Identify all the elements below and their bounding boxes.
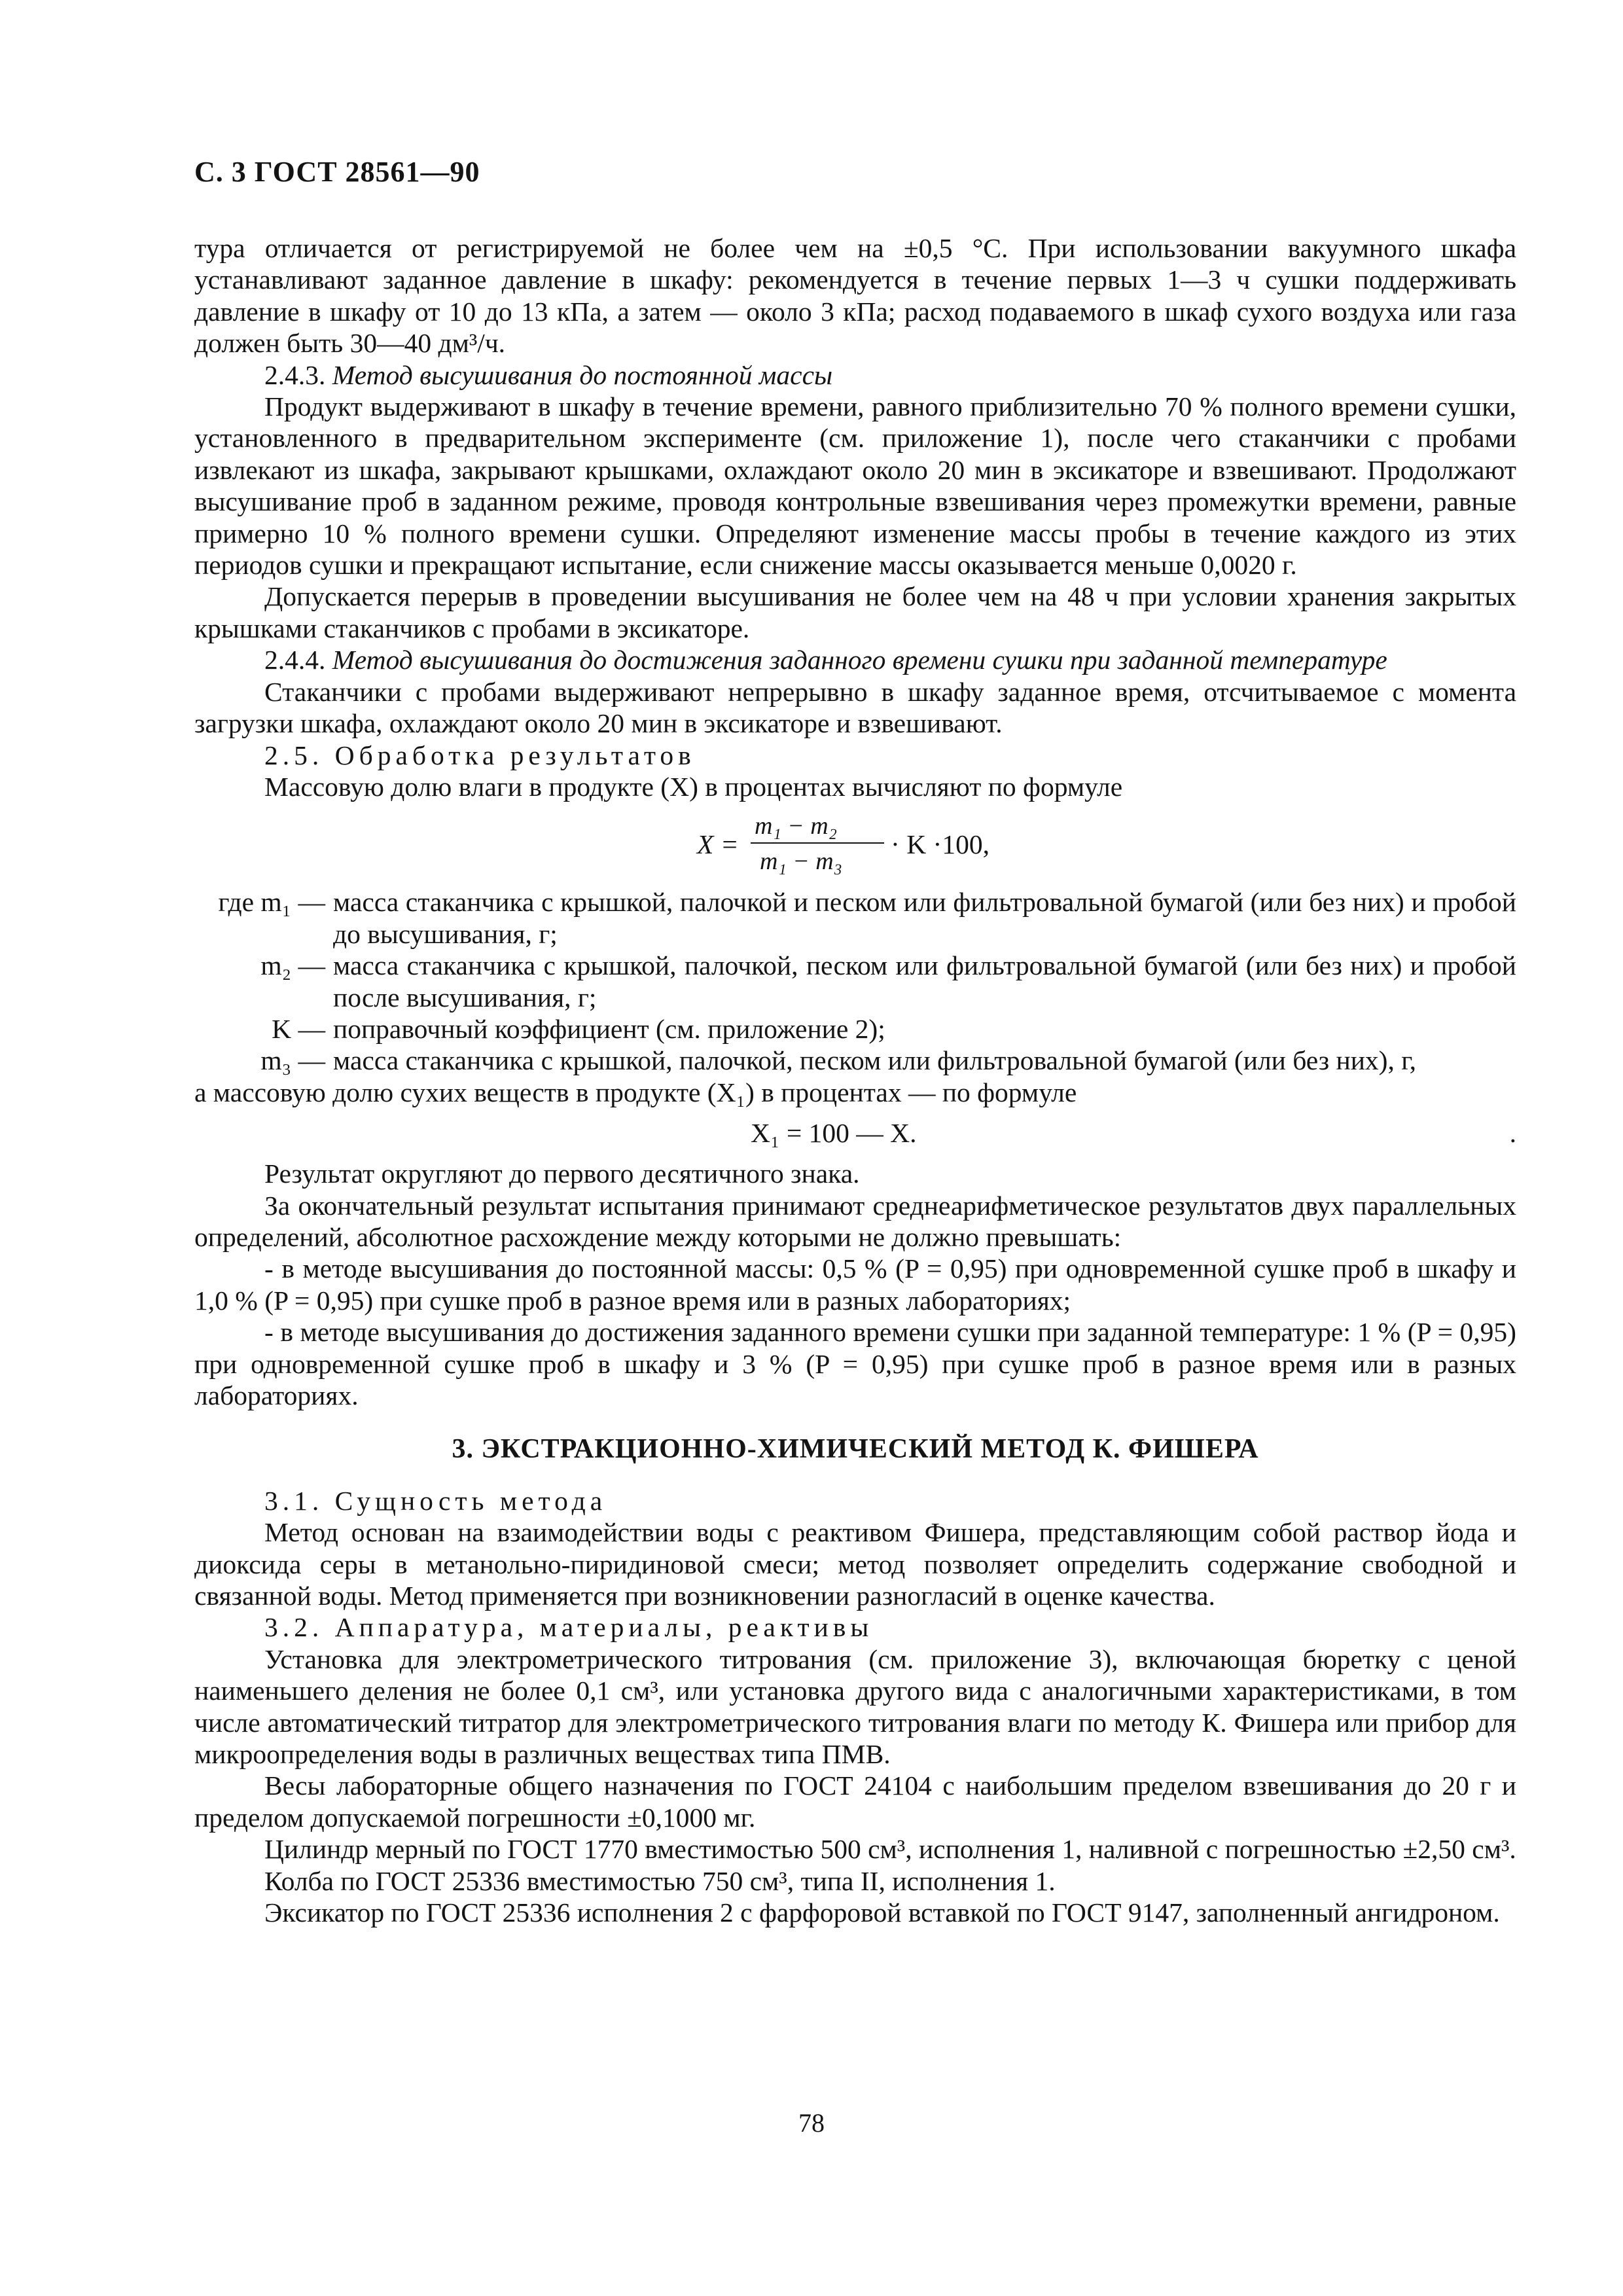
subsection-title: Метод высушивания до постоянной массы xyxy=(332,359,833,390)
formula-trailing-dot: . xyxy=(1509,1118,1516,1149)
legend-text: поправочный коэффициент (см. приложение 2); xyxy=(333,1013,885,1044)
list-item: - в методе высушивания до постоянной массы: 0,5 % (P = 0,95) при одновременной сушке проб в шкафу и 1,0 % (P = 0,95) при сушке проб в разное время или в разных лабораториях; xyxy=(194,1253,1516,1316)
section-title: 3. ЭКСТРАКЦИОННО-ХИМИЧЕСКИЙ МЕТОД К. ФИШЕРА xyxy=(452,1434,1259,1465)
legend-symbol: где m₁ — xyxy=(218,887,325,918)
paragraph: Допускается перерыв в проведении высушивания не более чем на 48 ч при условии хранения закрытых крышками стаканчиков с пробами в эксикаторе. xyxy=(194,581,1516,643)
paragraph: а массовую долю сухих веществ в продукте (X₁) в процентах — по формуле xyxy=(194,1077,1077,1107)
paragraph: Стаканчики с пробами выдерживают непрерывно в шкафу заданное время, отсчитываемое с момента загрузки шкафа, охлаждают около 20 мин в эксикаторе и взвешивают. xyxy=(194,676,1516,739)
list-item: - в методе высушивания до достижения заданного времени сушки при заданной температуре: 1 % (P = 0,95) при одновременной сушке проб в шкафу и 3 % (P = 0,95) при сушке проб в разное время или в разных лабораториях. xyxy=(194,1317,1516,1410)
paragraph: Эксикатор по ГОСТ 25336 исполнения 2 с фарфоровой вставкой по ГОСТ 9147, заполненный ангидроном. xyxy=(264,1897,1500,1928)
paragraph: Массовую долю влаги в продукте (X) в процентах вычисляют по формуле xyxy=(264,771,1123,802)
legend-item xyxy=(194,1013,1516,1045)
formula-lhs: X = xyxy=(697,829,739,860)
legend-symbol: m₂ — xyxy=(260,950,325,981)
subsection-number: 2.4.3. xyxy=(264,359,326,390)
formula-denominator: m₁ − m₃ xyxy=(760,848,842,876)
legend-text: масса стаканчика с крышкой, палочкой, песком или фильтровальной бумагой (или без них) и пробой после высушивания, г; xyxy=(333,950,1516,1013)
paragraph: За окончательный результат испытания принимают среднеарифметическое результатов двух параллельных определений, абсолютное расхождение между которыми не должно превышать: xyxy=(194,1190,1516,1252)
legend-text: масса стаканчика с крышкой, палочкой и песком или фильтровальной бумагой (или без них) и пробой до высушивания, г; xyxy=(333,887,1516,949)
formula-legend xyxy=(194,886,1516,1076)
subsection-heading-3-1: 3.1. Сущность метода xyxy=(264,1485,607,1516)
document-body xyxy=(194,232,1516,1929)
formula-dry-matter xyxy=(194,1113,1516,1153)
subsection-number: 2.4.4. xyxy=(264,645,326,675)
paragraph: Установка для электрометрического титрования (см. приложение 3), включающая бюретку с ценой наименьшего деления не более 0,1 см³, или установка другого вида с аналогичными характеристиками, в том числе автоматический титратор для электрометрического титрования влаги по методу К. Фишера или прибор для микроопределения воды в различных веществах типа ПМВ. xyxy=(194,1643,1516,1770)
subsection-heading-3-2: 3.2. Аппаратура, материалы, реактивы xyxy=(264,1612,874,1643)
subsection-heading-2-4-3 xyxy=(194,359,1516,391)
formula-numerator: m₁ − m₂ xyxy=(755,812,837,840)
legend-item xyxy=(194,1045,1516,1076)
paragraph: Цилиндр мерный по ГОСТ 1770 вместимостью 500 см³, исполнения 1, наливной с погрешностью ±2,50 см³. xyxy=(264,1834,1516,1865)
paragraph: Метод основан на взаимодействии воды с реактивом Фишера, представляющим собой раствор йода и диоксида серы в метанольно-пиридиновой смеси; метод позволяет определить содержание свободной и связанной воды. Метод применяется при возникновении разногласий в оценке качества. xyxy=(194,1517,1516,1611)
legend-text: масса стаканчика с крышкой, палочкой, песком или фильтровальной бумагой (или без них), г, xyxy=(333,1045,1416,1076)
formula-moisture xyxy=(194,808,1516,877)
paragraph: Результат округляют до первого десятичного знака. xyxy=(264,1158,860,1189)
paragraph: Продукт выдерживают в шкафу в течение времени, равного приблизительно 70 % полного времени сушки, установленного в предварительном эксперименте (см. приложение 1), после чего стаканчики с пробами извлекают из шкафа, закрывают крышками, охлаждают около 20 мин в эксикаторе и взвешивают. Продолжают высушивание проб в заданном режиме, проводя контрольные взвешивания через промежутки времени, равные примерно 10 % полного времени сушки. Определяют изменение массы пробы в течение каждого из этих периодов сушки и прекращают испытание, если снижение массы оказывается меньше 0,0020 г. xyxy=(194,391,1516,581)
page-header: С. 3 ГОСТ 28561—90 xyxy=(194,156,480,188)
paragraph: Весы лабораторные общего назначения по ГОСТ 24104 с наибольшим пределом взвешивания до 20 г и пределом допускаемой погрешности ±0,1000 мг. xyxy=(194,1770,1516,1833)
paragraph: тура отличается от регистрируемой не более чем на ±0,5 °С. При использовании вакуумного шкафа устанавливают заданное давление в шкафу: рекомендуется в течение первых 1—3 ч сушки поддерживать давление в шкафу от 10 до 13 кПа, а затем — около 3 кПа; расход подаваемого в шкаф сухого воздуха или газа должен быть 30—40 дм³/ч. xyxy=(194,233,1516,359)
formula-rhs: · K ·100, xyxy=(891,829,990,860)
formula-expression: X₁ = 100 — X. xyxy=(751,1118,917,1149)
legend-symbol: m₃ — xyxy=(260,1045,325,1076)
legend-symbol: K — xyxy=(272,1013,325,1044)
subsection-heading-2-5: 2.5. Обработка результатов xyxy=(264,740,696,770)
page-number: 78 xyxy=(798,2108,825,2138)
legend-item xyxy=(194,950,1516,1013)
fraction-bar xyxy=(751,842,884,844)
legend-item xyxy=(194,886,1516,950)
subsection-heading-2-4-4 xyxy=(194,644,1516,675)
subsection-title: Метод высушивания до достижения заданного времени сушки при заданной температуре xyxy=(332,645,1387,675)
paragraph: Колба по ГОСТ 25336 вместимостью 750 см³, типа II, исполнения 1. xyxy=(264,1865,1056,1896)
